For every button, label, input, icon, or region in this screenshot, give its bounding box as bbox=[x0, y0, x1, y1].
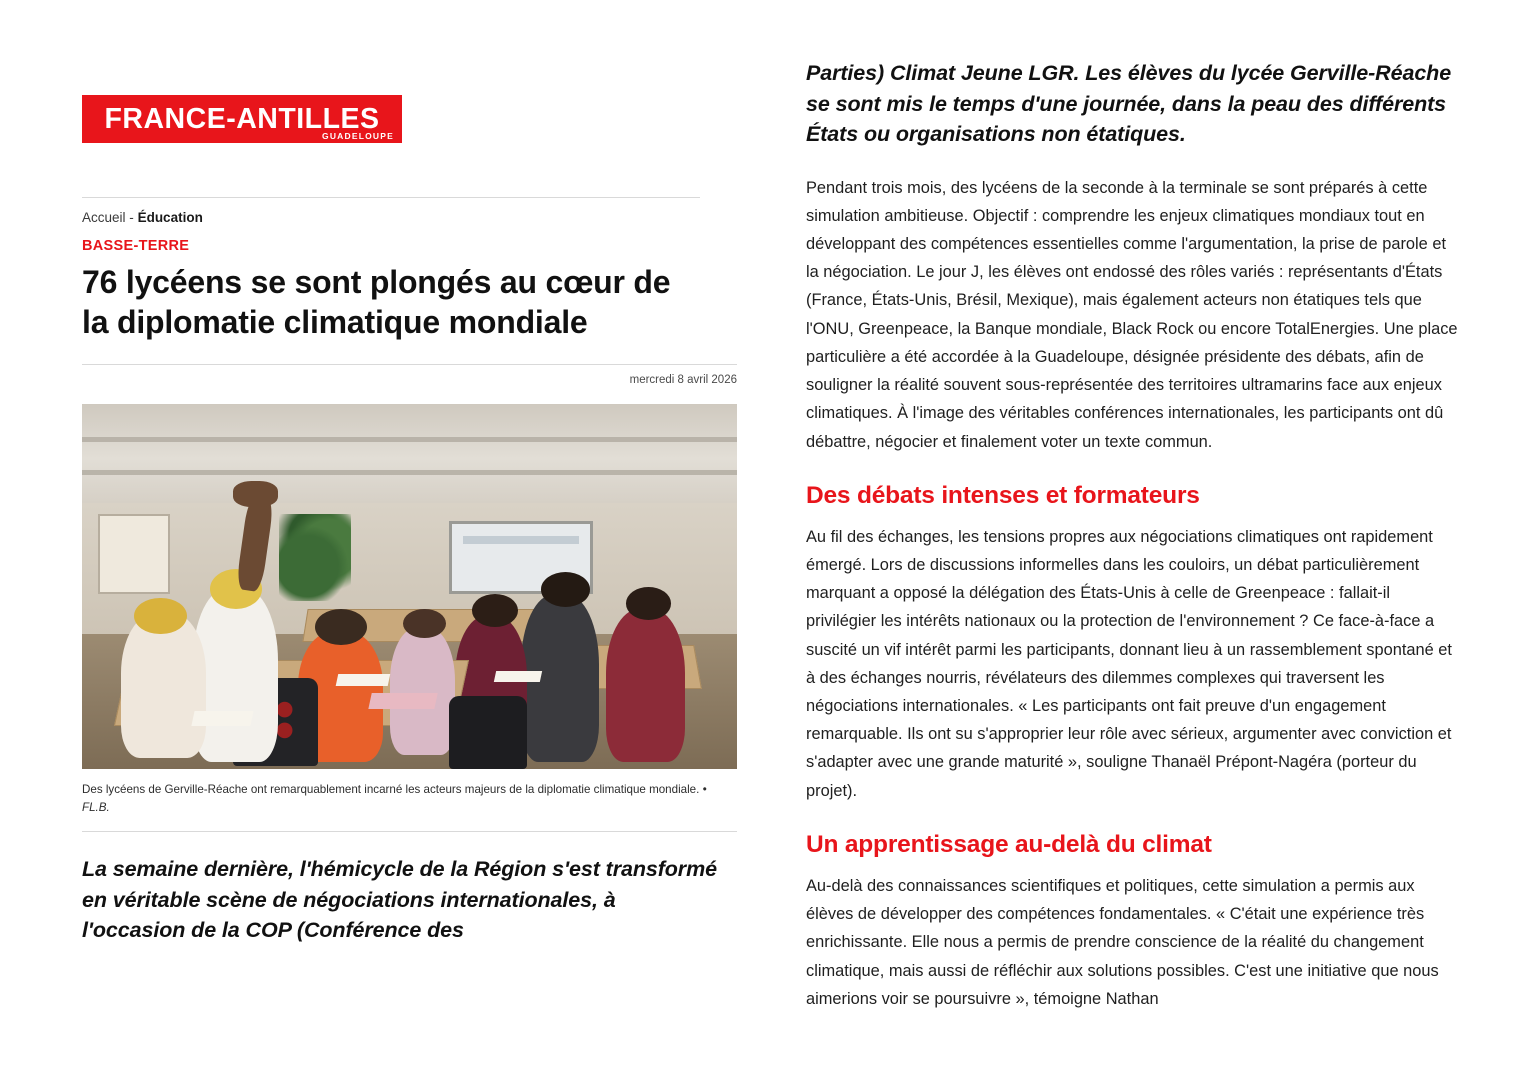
photo-person-head bbox=[315, 609, 367, 646]
photo-person bbox=[606, 609, 685, 762]
photo-person bbox=[193, 587, 278, 762]
photo-person-head bbox=[403, 609, 446, 638]
article-lead-left: La semaine dernière, l'hémicycle de la Région s'est transformé en véritable scène de négociations internationales, à l'occasion de la COP (Conférence des bbox=[82, 857, 717, 943]
breadcrumb-home[interactable]: Accueil bbox=[82, 210, 126, 225]
photo-ceiling-beam bbox=[82, 470, 737, 475]
left-column bbox=[0, 0, 760, 1080]
photo-person bbox=[121, 612, 206, 758]
photo-raised-hand bbox=[233, 481, 279, 507]
photo-document bbox=[336, 674, 391, 686]
article-subhead-2: Un apprentissage au-delà du climat bbox=[806, 830, 1212, 858]
article-paragraph-1: Pendant trois mois, des lycéens de la seconde à la terminale se sont préparés à cette simulation ambitieuse. Objectif : comprendre les enjeux climatiques mondiaux tout en développant des compétences essentielles comme l'argumentation, la prise de parole et la négociation. Le jour J, les élèves ont endossé des rôles variés : représentants d'États (France, États-Unis, Brésil, Mexique), mais également acteurs non étatiques tels que l'ONU, Greenpeace, la Banque mondiale, Black Rock ou encore TotalEnergies. Une place particulière a été accordée à la Guadeloupe, désignée présidente des débats, afin de souligner la réalité souvent sous-représentée des territoires ultramarins face aux enjeux climatiques. À l'image des véritables conférences internationales, les participants ont dû débattre, négocier et finalement voter un texte commun. bbox=[806, 178, 1458, 451]
article-date: mercredi 8 avril 2026 bbox=[82, 364, 737, 386]
article-kicker: BASSE-TERRE bbox=[82, 238, 190, 254]
logo-wordmark: FRANCE-ANTILLES bbox=[104, 102, 380, 135]
photo-person-head bbox=[472, 594, 518, 627]
page-title: 76 lycéens se sont plongés au cœur de la diplomatie climatique mondiale bbox=[82, 264, 671, 340]
photo-person-head bbox=[626, 587, 672, 620]
photo-document bbox=[368, 693, 437, 709]
logo-edition: GUADELOUPE bbox=[322, 131, 394, 141]
article-lead-right: Parties) Climat Jeune LGR. Les élèves du lycée Gerville-Réache se sont mis le temps d'une journée, dans la peau des différents États ou organisations non étatiques. bbox=[806, 61, 1452, 147]
photo-caption bbox=[82, 769, 737, 832]
photo-ceiling bbox=[82, 404, 737, 503]
photo-person-head bbox=[541, 572, 590, 607]
breadcrumb-separator: - bbox=[129, 210, 134, 225]
article-paragraph-2: Au fil des échanges, les tensions propres aux négociations climatiques ont rapidement émergé. Lors de discussions informelles dans les couloirs, un débat particulièrement marquant a opposé la délégation des États-Unis à celle de Greenpeace : fallait-il privilégier les intérêts nationaux ou la protection de l'environnement ? Ce face-à-face a suscité un vif intérêt parmi les participants, donnant lieu à un rassemblement spontané et à des échanges nourris, révélateurs des dilemmes complexes qui traversent les négociations internationales. « Les participants ont fait preuve d'un engagement remarquable. Ils ont su s'approprier leur rôle avec sérieux, argumenter avec conviction et s'adapter avec une grande maturité », souligne Thanaël Prépont-Nagéra (porteur du projet). bbox=[806, 527, 1452, 800]
photo-ceiling-beam bbox=[82, 437, 737, 442]
right-column bbox=[760, 0, 1528, 1080]
article-subhead-1: Des débats intenses et formateurs bbox=[806, 481, 1200, 509]
photo-caption-text: Des lycéens de Gerville-Réache ont remarquablement incarné les acteurs majeurs de la diplomatie climatique mondiale. bbox=[82, 783, 700, 797]
photo-document bbox=[192, 711, 254, 726]
article-photo bbox=[82, 404, 737, 769]
breadcrumb bbox=[82, 197, 700, 225]
breadcrumb-section[interactable]: Éducation bbox=[137, 210, 203, 225]
photo-credit: • FL.B. bbox=[82, 783, 707, 814]
photo-person-head bbox=[134, 598, 186, 635]
photo-person bbox=[390, 627, 456, 755]
photo-document bbox=[493, 671, 541, 682]
france-antilles-logo[interactable] bbox=[82, 95, 402, 143]
article-paragraph-3: Au-delà des connaissances scientifiques et politiques, cette simulation a permis aux élèves de développer des compétences fondamentales. « C'était une expérience très enrichissante. Elle nous a permis de prendre conscience de la réalité du changement climatique, mais aussi de réfléchir aux solutions possibles. C'est une initiative que nous aimerions voir se poursuivre », témoigne Nathan bbox=[806, 876, 1439, 1008]
photo-window bbox=[98, 514, 170, 594]
photo-chair bbox=[449, 696, 528, 769]
photo-plant bbox=[279, 514, 351, 602]
